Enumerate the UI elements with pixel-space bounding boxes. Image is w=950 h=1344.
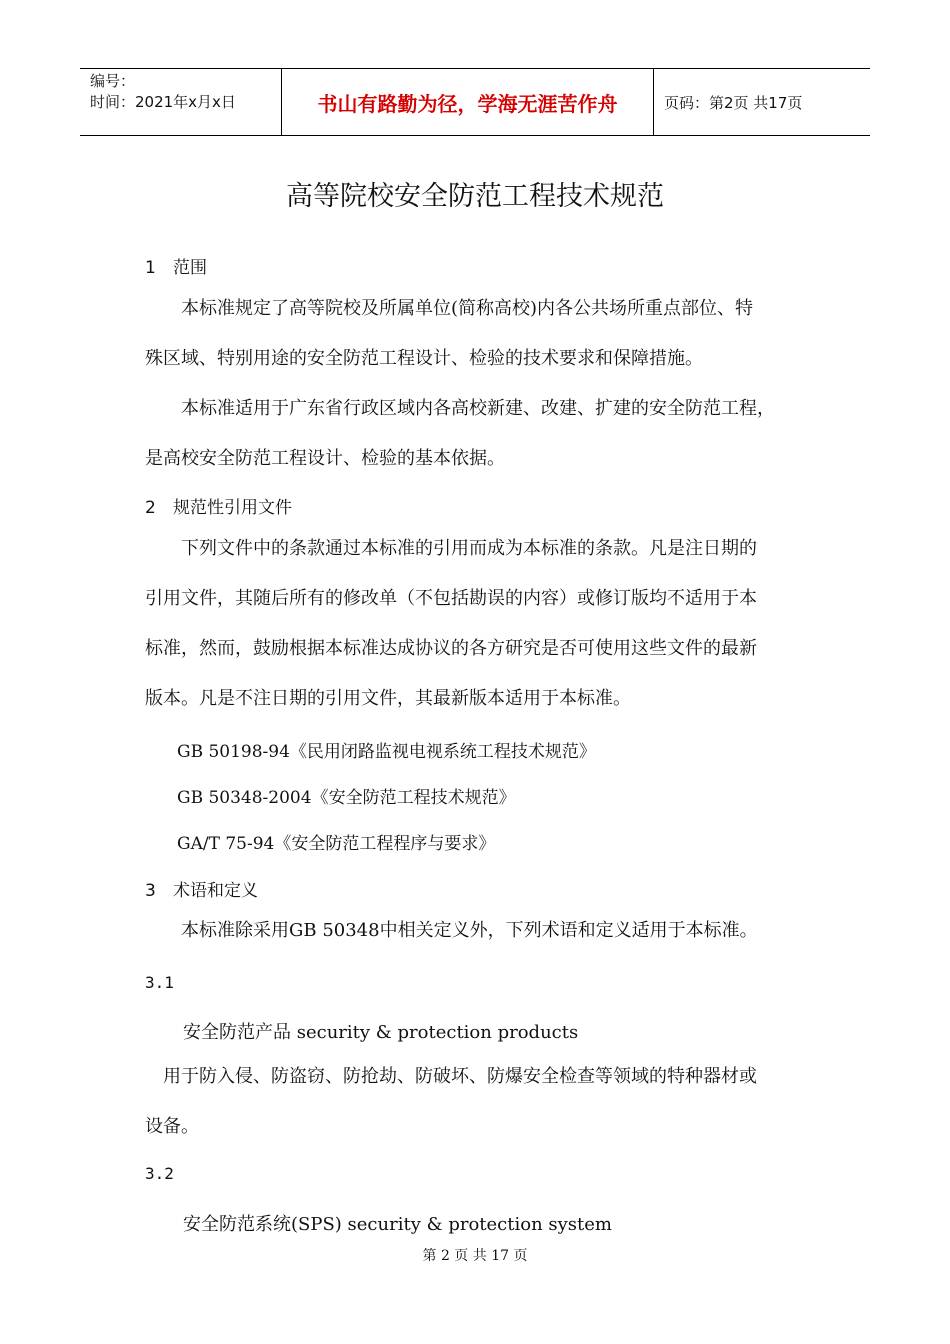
reference-item: GB 50198-94《民用闭路监视电视系统工程技术规范》 <box>177 742 596 762</box>
header-page-info: 页码：第2页 共17页 <box>664 93 803 112</box>
paragraph-line: 设备。 <box>145 1116 199 1137</box>
paragraph-line: 殊区域、特别用途的安全防范工程设计、检验的技术要求和保障措施。 <box>145 348 703 369</box>
section-title: 范围 <box>173 258 207 278</box>
section-title: 术语和定义 <box>173 881 258 901</box>
section-title: 规范性引用文件 <box>173 498 292 518</box>
paragraph-line: 本标准适用于广东省行政区域内各高校新建、改建、扩建的安全防范工程， <box>181 398 775 419</box>
paragraph-line: 本标准除采用GB 50348中相关定义外，下列术语和定义适用于本标准。 <box>181 920 758 941</box>
paragraph-line: 下列文件中的条款通过本标准的引用而成为本标准的条款。凡是注日期的 <box>181 538 757 559</box>
paragraph-line: 引用文件，其随后所有的修改单（不包括勘误的内容）或修订版均不适用于本 <box>145 588 757 609</box>
page-footer: 第 2 页 共 17 页 <box>422 1248 528 1264</box>
term-number: 3.1 <box>145 973 174 992</box>
section-2-heading <box>145 493 815 518</box>
document-title: 高等院校安全防范工程技术规范 <box>286 181 664 212</box>
section-3-heading <box>145 876 815 901</box>
paragraph-line: 本标准规定了高等院校及所属单位(简称高校)内各公共场所重点部位、特 <box>181 298 754 319</box>
section-number: 2 <box>145 498 156 518</box>
page-header <box>80 68 870 136</box>
reference-item: GA/T 75-94《安全防范工程程序与要求》 <box>177 834 496 854</box>
paragraph-line: 是高校安全防范工程设计、检验的基本依据。 <box>145 448 505 469</box>
paragraph-line: 标准，然而，鼓励根据本标准达成协议的各方研究是否可使用这些文件的最新 <box>145 638 757 659</box>
section-1-body <box>145 284 815 484</box>
term-definition <box>145 1052 815 1152</box>
reference-item: GB 50348-2004《安全防范工程技术规范》 <box>177 788 516 808</box>
header-meta <box>80 69 281 135</box>
paragraph-line: 版本。凡是不注日期的引用文件，其最新版本适用于本标准。 <box>145 688 631 709</box>
term-title: 安全防范系统(SPS) security & protection system <box>183 1214 613 1235</box>
doc-number-label: 编号： <box>90 72 136 90</box>
term-title: 安全防范产品 security & protection products <box>183 1022 579 1043</box>
section-number: 3 <box>145 881 156 901</box>
header-motto: 书山有路勤为径，学海无涯苦作舟 <box>281 69 654 135</box>
section-2-body <box>145 524 815 724</box>
section-3-intro <box>145 906 815 956</box>
section-1-heading <box>145 253 815 278</box>
paragraph-line: 用于防入侵、防盗窃、防抢劫、防破坏、防爆安全检查等领域的特种器材或 <box>163 1066 757 1087</box>
term-number: 3.2 <box>145 1164 174 1183</box>
doc-time-label: 时间：2021年x月x日 <box>90 93 236 111</box>
section-number: 1 <box>145 258 156 278</box>
